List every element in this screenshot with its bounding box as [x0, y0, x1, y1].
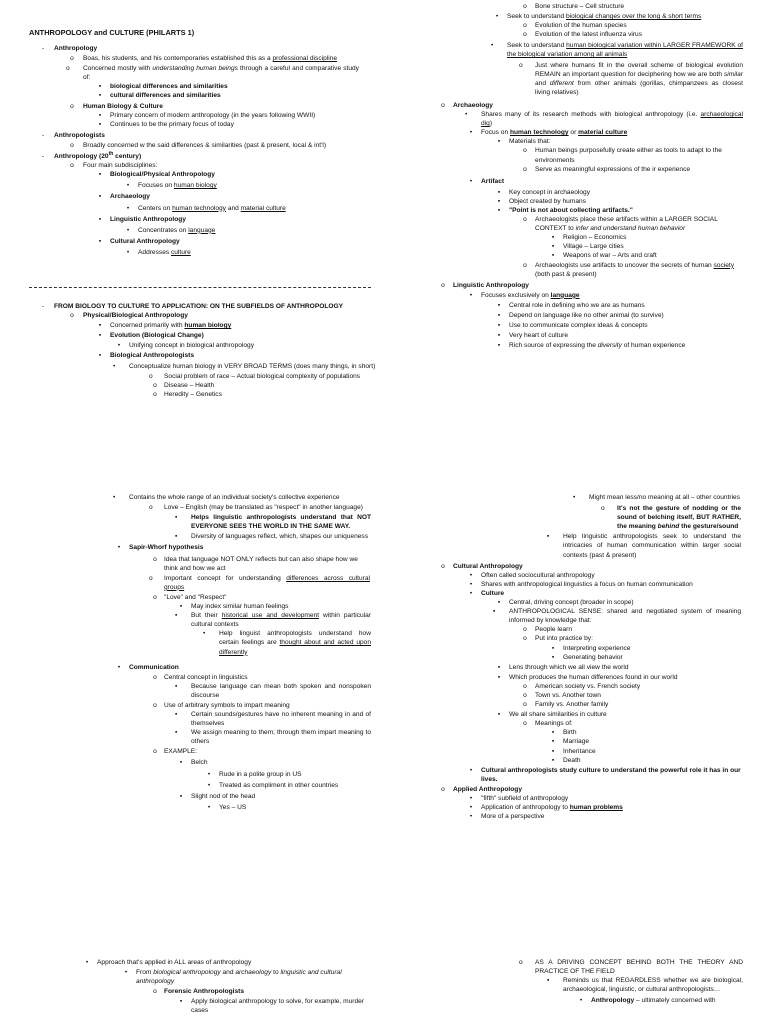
circle-bullet-icon: o — [70, 162, 74, 170]
square-bullet-icon: ▪ — [175, 682, 178, 690]
list-item: ▪ We all share similarities in culture — [437, 710, 747, 719]
square-bullet-icon: ▪ — [497, 312, 501, 319]
square-bullet-icon: ▪ — [497, 711, 501, 719]
list-item: o American society vs. French society — [437, 682, 747, 691]
dot-bullet-icon: • — [469, 571, 473, 579]
list-item: o Important concept for understanding differences across cultural groups — [149, 574, 370, 591]
list-item: ▪ Use to communicate complex ideas & concepts — [437, 321, 747, 330]
list-item: o Human Biology & Culture — [37, 102, 373, 111]
dot-bullet-icon: • — [469, 795, 473, 802]
square-bullet-icon: ▪ — [98, 322, 102, 330]
left-column-page2 — [37, 493, 373, 812]
list-item: ▪ Helps linguistic anthropologists understand that NOT EVERYONE SEES THE WORLD IN THE SAME WAY. — [175, 514, 371, 531]
list-item: o Cultural Anthropology — [437, 562, 747, 571]
list-item: o Archaeologists place these artifacts within a LARGER SOCIAL CONTEXT to infer and understand human behavior — [437, 215, 745, 233]
dot-bullet-icon: • — [126, 248, 130, 256]
list-item: ▪ biological differences and similarities — [37, 82, 373, 91]
dash-bullet-icon: - — [41, 45, 45, 52]
list-item: ▪ Death — [437, 756, 747, 765]
circle-bullet-icon: o — [149, 372, 153, 380]
list-item: o Boas, his students, and his contemporaries established this as a professional discipline — [37, 54, 373, 63]
right-column-top — [437, 2, 747, 350]
list-item: ▪ Primary concern of modern anthropology (in the years following WWII) — [37, 111, 373, 120]
left-column-page3 — [37, 958, 373, 1016]
dot-bullet-icon: • — [85, 959, 89, 966]
list-item: o EXAMPLE: — [37, 747, 373, 756]
dash-bullet-icon: - — [41, 303, 45, 310]
list-item: • Focuses on human biology — [37, 181, 373, 190]
section-divider — [29, 287, 371, 288]
square-bullet-icon: ▪ — [98, 120, 102, 128]
circle-bullet-icon: o — [153, 381, 157, 389]
list-item: o Disease – Health — [37, 381, 373, 390]
list-item: • Focus on human technology or material culture — [437, 128, 747, 137]
list-item: ▪ Concerned primarily with human biology — [37, 321, 373, 330]
circle-bullet-icon: o — [153, 390, 157, 398]
circle-bullet-icon: o — [523, 691, 527, 699]
dot-bullet-icon: • — [203, 630, 206, 638]
list-item: ▪ Archaeology — [37, 192, 373, 201]
list-item: ▪ Village – Large cities — [437, 242, 747, 251]
list-item: o Love – English (may be translated as "respect" in another language) — [149, 504, 363, 512]
list-item: ▪ Diversity of languages reflect, which, shapes our uniqueness — [175, 533, 369, 541]
square-bullet-icon: ▪ — [98, 237, 102, 245]
list-item: • Addresses culture — [37, 248, 373, 257]
dot-bullet-icon: • — [469, 580, 473, 588]
square-bullet-icon: ▪ — [175, 612, 178, 620]
list-item: ▪ Depend on language like no other animal (to survive) — [437, 311, 747, 320]
list-item: o Physical/Biological Anthropology — [37, 311, 373, 320]
list-item: • Shares with anthropological linguistics a focus on human communication — [437, 580, 747, 589]
right-column-page2 — [437, 493, 747, 821]
list-item: o "Love" and "Respect" — [37, 593, 373, 602]
list-item: • Shares many of its research methods with biological anthropology (i.e. archaeological dig) — [465, 111, 743, 128]
list-item: - FROM BIOLOGY TO CULTURE TO APPLICATION: ON THE SUBFIELDS OF ANTHROPOLOGY — [37, 302, 373, 311]
square-bullet-icon: ▪ — [551, 644, 555, 652]
list-item: ▪ Weapons of war – Arts and craft — [437, 251, 747, 260]
list-item: o Broadly concerned w the said differences & similarities (past & present, local & int'l) — [37, 141, 373, 150]
list-item: • Focuses exclusively on language — [437, 291, 747, 300]
list-item: ▪ Linguistic Anthropology — [37, 215, 373, 224]
dot-bullet-icon: • — [117, 342, 121, 350]
list-item: o Put into practice by: — [437, 634, 747, 643]
list-item: ▪ Generating behavior — [437, 653, 747, 662]
list-item: • Culture — [437, 589, 747, 598]
circle-bullet-icon: o — [523, 147, 527, 155]
square-bullet-icon: ▪ — [179, 758, 183, 766]
square-bullet-icon: ▪ — [179, 998, 183, 1006]
list-item: o Central concept in linguistics — [37, 673, 373, 682]
list-item: o Applied Anthropology — [437, 785, 747, 794]
square-bullet-icon: ▪ — [497, 322, 501, 330]
square-bullet-icon: ▪ — [551, 738, 555, 746]
list-item: o Meanings of: — [437, 719, 747, 728]
list-item: • Centers on human technology and material culture — [37, 204, 373, 213]
right-column-page3 — [437, 958, 747, 1005]
square-bullet-icon: ▪ — [98, 215, 102, 223]
list-item: o Family vs. Another family — [437, 700, 747, 709]
list-item: • Application of anthropology to human problems — [437, 803, 747, 812]
square-bullet-icon: ▪ — [98, 92, 102, 100]
circle-bullet-icon: o — [523, 31, 527, 39]
list-item: • Approach that's applied in ALL areas of anthropology — [37, 958, 373, 967]
dot-bullet-icon: • — [469, 813, 473, 821]
square-bullet-icon: ▪ — [497, 332, 501, 340]
circle-bullet-icon: o — [70, 55, 74, 63]
dot-bullet-icon: • — [579, 997, 583, 1005]
square-bullet-icon: ▪ — [551, 243, 555, 251]
square-bullet-icon: ▪ — [551, 252, 555, 260]
circle-bullet-icon: o — [441, 562, 445, 570]
square-bullet-icon: ▪ — [175, 711, 178, 719]
list-item: ▪ Certain sounds/gestures have no inherent meaning in and of themselves — [175, 711, 371, 728]
circle-bullet-icon: o — [519, 959, 523, 966]
circle-bullet-icon: o — [149, 504, 153, 512]
list-item: ▪ cultural differences and similarities — [37, 91, 373, 100]
square-bullet-icon: ▪ — [98, 332, 102, 340]
list-item: o Bone structure – Cell structure — [437, 2, 747, 11]
list-item: ▪ Apply biological anthropology to solve, for example, murder cases — [37, 997, 371, 1015]
circle-bullet-icon: o — [66, 65, 70, 73]
dot-bullet-icon: • — [113, 494, 116, 501]
square-bullet-icon: ▪ — [497, 342, 501, 350]
circle-bullet-icon: o — [70, 312, 74, 320]
dot-bullet-icon: • — [469, 589, 473, 597]
list-item: • Communication — [37, 663, 373, 672]
circle-bullet-icon: o — [601, 505, 605, 513]
list-item: ▪ Central role in defining who we are as humans — [437, 301, 747, 310]
list-item: o Linguistic Anthropology — [437, 281, 747, 290]
list-item: ▪ Lens through which we all view the world — [437, 663, 747, 672]
dot-bullet-icon: • — [117, 663, 121, 671]
list-item: o Use of arbitrary symbols to impart meaning — [37, 701, 373, 710]
list-item: ▪ Biological Anthropologists — [37, 351, 373, 360]
list-item: • Help linguist anthropologists understand how certain feelings are thought about and acted upon differently — [203, 630, 371, 656]
list-item: o Concerned mostly with understanding human beings through a careful and comparative study of: — [66, 65, 359, 82]
list-item: ▪ Slight nod of the head — [37, 792, 373, 801]
list-item: o AS A DRIVING CONCEPT BEHIND BOTH THE THEORY AND PRACTICE OF THE FIELD — [519, 959, 743, 976]
dot-bullet-icon: • — [465, 111, 468, 119]
list-item: ▪ Central, driving concept (broader in scope) — [437, 598, 747, 607]
square-bullet-icon: ▪ — [547, 533, 550, 541]
document-title-block — [29, 28, 369, 37]
circle-bullet-icon: o — [70, 102, 74, 110]
dot-bullet-icon: • — [126, 182, 130, 190]
square-bullet-icon: ▪ — [547, 977, 550, 985]
dash-bullet-icon: - — [41, 131, 45, 139]
list-item: ▪ Evolution (Biological Change) — [37, 331, 373, 340]
square-bullet-icon: ▪ — [179, 603, 183, 611]
circle-bullet-icon: o — [523, 261, 527, 269]
list-item: o Social problem of race – Actual biological complexity of populations — [149, 372, 361, 380]
list-item: o Serve as meaningful expressions of the ir experience — [437, 165, 747, 174]
list-item: • Anthropology – ultimately concerned with — [437, 996, 747, 1005]
square-bullet-icon: ▪ — [98, 171, 102, 179]
square-bullet-icon: ▪ — [551, 747, 555, 755]
list-item: • From biological anthropology and archaeology to linguistic and cultural anthropology — [37, 968, 370, 986]
list-item: ▪ May index similar human feelings — [37, 602, 373, 611]
list-item: o Town vs. Another town — [437, 691, 747, 700]
section-overview — [37, 44, 373, 257]
list-item: o Four main subdisciplines: — [37, 161, 373, 170]
dot-bullet-icon: • — [469, 766, 473, 774]
list-item: ▪ Key concept in archaeology — [437, 188, 747, 197]
list-item: • Sapir-Whorf hypothesis — [37, 543, 373, 552]
square-bullet-icon: ▪ — [497, 197, 501, 205]
circle-bullet-icon: o — [153, 701, 157, 709]
list-item: o Evolution of the latest influenza virus — [437, 30, 747, 39]
list-item: • "fifth" subfield of anthropology — [437, 794, 747, 803]
square-bullet-icon: ▪ — [175, 729, 178, 737]
dot-bullet-icon: • — [126, 204, 130, 212]
list-item: ▪ Rich source of expressing the diversity of human experience — [437, 341, 747, 350]
square-bullet-icon: ▪ — [551, 729, 555, 737]
list-item: o Evolution of the human species — [437, 21, 747, 30]
circle-bullet-icon: o — [523, 701, 527, 709]
list-item: • Unifying concept in biological anthropology — [37, 341, 373, 350]
list-item: ▪ Belch — [37, 758, 373, 767]
dot-bullet-icon: • — [469, 177, 473, 185]
square-bullet-icon: ▪ — [497, 138, 501, 146]
list-item: ▪ Help linguistic anthropologists seek to understand the intricacies of human communication within larger social contexts (past & present) — [547, 533, 741, 559]
square-bullet-icon: ▪ — [175, 533, 178, 541]
list-item: ▪ We assign meaning to them; through them impart meaning to others — [175, 729, 371, 746]
list-item: - Anthropology — [37, 44, 373, 53]
circle-bullet-icon: o — [441, 101, 445, 109]
list-item: • Conceptualize human biology in VERY BROAD TERMS (does many things, in short) — [113, 362, 376, 370]
circle-bullet-icon: o — [153, 988, 157, 996]
square-bullet-icon: ▪ — [493, 608, 496, 616]
square-bullet-icon: ▪ — [551, 756, 555, 764]
list-item: ▪ Object created by humans — [437, 197, 747, 206]
list-item: ▪ Religion – Economics — [437, 233, 747, 242]
square-bullet-icon: ▪ — [497, 673, 501, 681]
list-item: • Rude in a polite group in US — [37, 770, 373, 779]
list-item: o People learn — [437, 625, 747, 634]
list-item: • Often called sociocultural anthropology — [437, 571, 747, 580]
list-item: ▪ Inheritance — [437, 747, 747, 756]
circle-bullet-icon: o — [519, 61, 523, 69]
list-item: ▪ Interpreting experience — [437, 644, 747, 653]
list-item: o Human beings purposefully create either as tools to adapt to the environments — [437, 146, 745, 164]
list-item: ▪ Materials that: — [437, 137, 747, 146]
list-item: o Forensic Anthropologists — [37, 987, 373, 996]
list-item: ▪ "Point is not about collecting artifacts." — [437, 206, 747, 215]
dot-bullet-icon: • — [117, 544, 121, 552]
list-item: ▪ Birth — [437, 728, 747, 737]
circle-bullet-icon: o — [523, 216, 527, 224]
list-item: ▪ Cultural Anthropology — [37, 237, 373, 246]
list-item: - Anthropology (20th century) — [37, 152, 373, 161]
circle-bullet-icon: o — [153, 555, 157, 563]
list-item: o Just where humans fit in the overall scheme of biological evolution REMAIN an important question for deciphering how we are both similar and different from other animals (gorillas, chimpanzees as closest living relatives) — [519, 61, 743, 96]
circle-bullet-icon: o — [153, 593, 157, 601]
square-bullet-icon: ▪ — [175, 514, 178, 522]
list-item: • Artifact — [437, 177, 747, 186]
dot-bullet-icon: • — [126, 226, 130, 234]
list-item: ▪ Because language can mean both spoken and nonspoken discourse — [175, 682, 371, 699]
square-bullet-icon: ▪ — [98, 352, 102, 360]
square-bullet-icon: ▪ — [98, 111, 102, 119]
square-bullet-icon: ▪ — [497, 663, 501, 671]
dot-bullet-icon: • — [207, 781, 211, 789]
dot-bullet-icon: • — [491, 42, 494, 50]
dot-bullet-icon: • — [495, 13, 499, 21]
list-item: • Seek to understand human biological variation within LARGER FRAMEWORK of the biological variation among all animals — [491, 42, 743, 59]
circle-bullet-icon: o — [153, 748, 157, 756]
circle-bullet-icon: o — [523, 3, 527, 10]
list-item: ▪ Very heart of culture — [437, 331, 747, 340]
circle-bullet-icon: o — [523, 22, 527, 30]
list-item: o Idea that language NOT ONLY reflects but can also shape how we think and how we act — [37, 555, 370, 573]
dot-bullet-icon: • — [207, 770, 211, 778]
page-title: ANTHROPOLOGY and CULTURE (PHILARTS 1) — [29, 28, 195, 37]
list-item: • Concentrates on language — [37, 226, 373, 235]
dot-bullet-icon: • — [469, 804, 473, 812]
list-item: ▪ Which produces the human differences found in our world — [437, 673, 747, 682]
circle-bullet-icon: o — [523, 682, 527, 690]
dot-bullet-icon: • — [124, 969, 128, 977]
square-bullet-icon: ▪ — [497, 206, 501, 214]
list-item: • Yes – US — [37, 803, 373, 812]
list-item: ▪ ANTHROPOLOGICAL SENSE: shared and negotiated system of meaning informed by knowledge that: — [493, 608, 741, 625]
circle-bullet-icon: o — [441, 785, 445, 793]
square-bullet-icon: ▪ — [179, 792, 183, 800]
square-bullet-icon: ▪ — [497, 188, 501, 196]
dot-bullet-icon: • — [207, 803, 211, 811]
circle-bullet-icon: o — [441, 281, 445, 289]
list-item: • Seek to understand biological changes over the long & short terms — [437, 12, 747, 21]
circle-bullet-icon: o — [523, 165, 527, 173]
dash-bullet-icon: - — [41, 153, 45, 161]
list-item: • Might mean less/no meaning at all – other countries — [573, 494, 741, 501]
square-bullet-icon: ▪ — [551, 653, 555, 661]
list-item: • Cultural anthropologists study culture to understand the powerful role it has in our lives. — [437, 766, 743, 784]
dot-bullet-icon: • — [113, 362, 116, 370]
list-item: • More of a perspective — [437, 812, 747, 821]
list-item: - Anthropologists — [37, 131, 373, 140]
circle-bullet-icon: o — [523, 635, 527, 643]
section-subfields — [37, 302, 376, 399]
circle-bullet-icon: o — [70, 141, 74, 149]
list-item: ▪ Continues to be the primary focus of today — [37, 120, 373, 129]
list-item: ▪ Biological/Physical Anthropology — [37, 170, 373, 179]
list-item: o Archaeologists use artifacts to uncover the secrets of human society (both past & present) — [437, 261, 745, 279]
list-item: ▪ Marriage — [437, 737, 747, 746]
list-item: ▪ But their historical use and development within particular cultural contexts — [175, 612, 372, 629]
list-item: • Contains the whole range of an individual society's collective experience — [113, 494, 340, 501]
circle-bullet-icon: o — [523, 626, 527, 634]
list-item: o Archaeology — [437, 101, 747, 110]
square-bullet-icon: ▪ — [497, 301, 501, 309]
circle-bullet-icon: o — [153, 673, 157, 681]
dot-bullet-icon: • — [573, 494, 576, 501]
list-item: o Heredity – Genetics — [37, 390, 373, 399]
circle-bullet-icon: o — [523, 720, 527, 728]
list-item: • Treated as compliment in other countries — [37, 781, 373, 790]
square-bullet-icon: ▪ — [98, 193, 102, 201]
list-item: o It's not the gesture of nodding or the sound of belching itself, BUT RATHER, the meaning behind the gesture/sound — [601, 505, 741, 531]
dot-bullet-icon: • — [469, 291, 473, 299]
dot-bullet-icon: • — [469, 129, 473, 137]
circle-bullet-icon: o — [149, 574, 153, 582]
square-bullet-icon: ▪ — [497, 599, 501, 607]
list-item: ▪ Reminds us that REGARDLESS whether we are biological, archaeological, linguistic, or cultural anthropologists… — [547, 977, 743, 994]
square-bullet-icon: ▪ — [551, 234, 555, 242]
square-bullet-icon: ▪ — [98, 83, 102, 91]
